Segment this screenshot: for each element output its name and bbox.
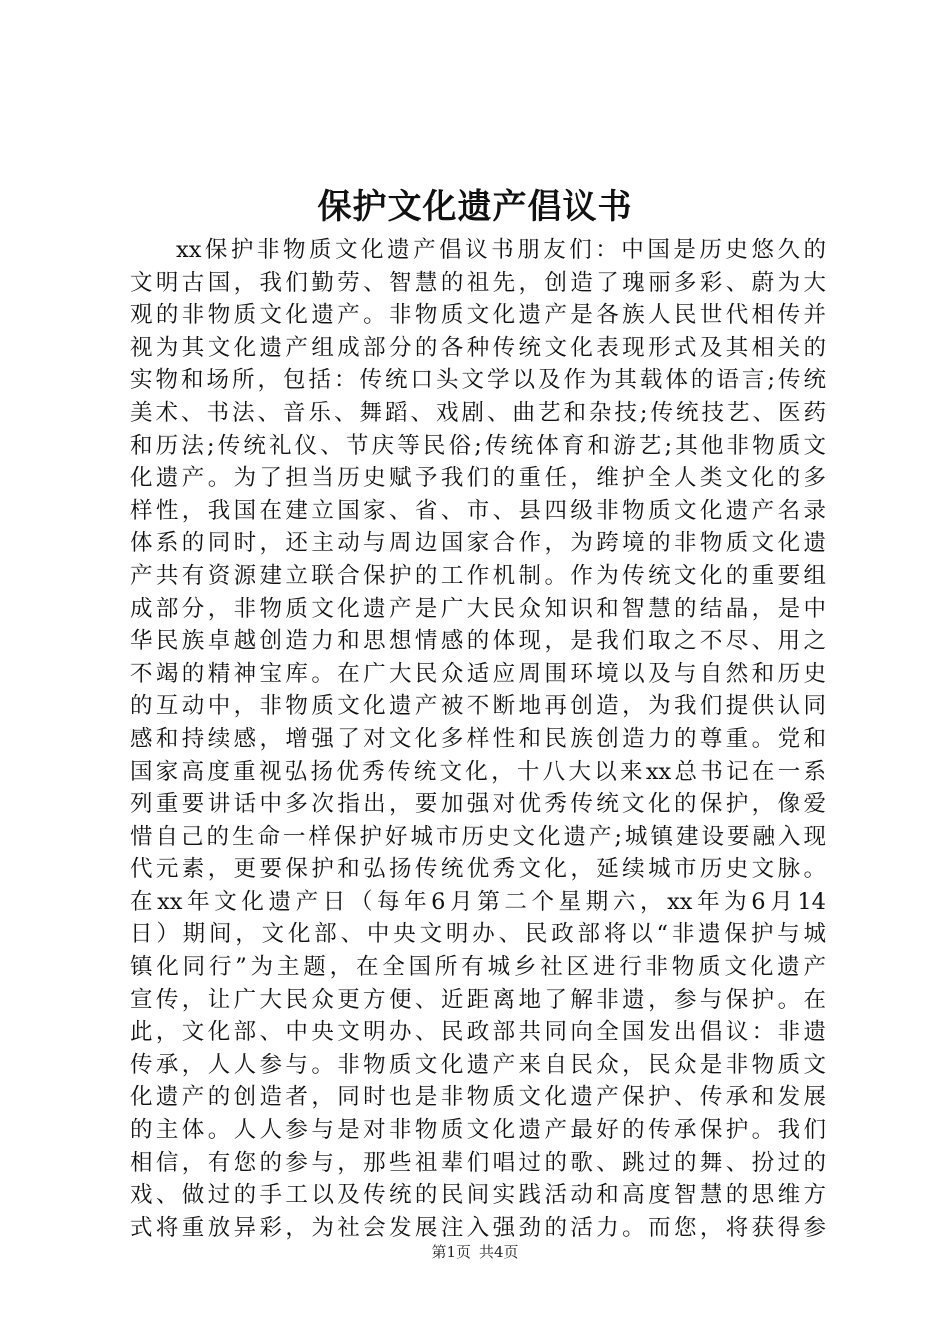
body-line: 样性，我国在建立国家、省、市、县四级非物质文化遗产名录 (130, 497, 826, 524)
body-line: 观的非物质文化遗产。非物质文化遗产是各族人民世代相传并 (130, 302, 826, 329)
body-line: 惜自己的生命一样保护好城市历史文化遗产;城镇建设要融入现 (130, 823, 826, 850)
page-number: 第1页 (431, 1243, 471, 1261)
body-line: 的主体。人人参与是对非物质文化遗产最好的传承保护。我们 (130, 1117, 826, 1144)
body-line: 美术、书法、音乐、舞蹈、戏剧、曲艺和杂技;传统技艺、医药 (130, 399, 826, 426)
body-line: 镇化同行”为主题，在全国所有城乡社区进行非物质文化遗产 (130, 954, 826, 981)
body-line: 在xx年文化遗产日（每年6月第二个星期六，xx年为6月14 (130, 888, 826, 915)
body-line: 相信，有您的参与，那些祖辈们唱过的歌、跳过的舞、扮过的 (130, 1149, 826, 1176)
body-line: 体系的同时，还主动与周边国家合作，为跨境的非物质文化遗 (130, 530, 826, 557)
page-footer (0, 1241, 950, 1263)
body-line: 列重要讲话中多次指出，要加强对优秀传统文化的保护，像爱 (130, 791, 826, 818)
body-line: 代元素，更要保护和弘扬传统优秀文化，延续城市历史文脉。 (130, 856, 826, 883)
document-body (130, 234, 826, 1244)
body-line: 不竭的精神宝库。在广大民众适应周围环境以及与自然和历史 (130, 660, 826, 687)
body-line: 化遗产。为了担当历史赋予我们的重任，维护全人类文化的多 (130, 465, 826, 492)
body-line: 和历法;传统礼仪、节庆等民俗;传统体育和游艺;其他非物质文 (130, 432, 826, 459)
body-line: xx保护非物质文化遗产倡议书朋友们：中国是历史悠久的 (176, 237, 826, 263)
body-line: 戏、做过的手工以及传统的民间实践活动和高度智慧的思维方 (130, 1182, 826, 1209)
body-line: 日）期间，文化部、中央文明办、民政部将以“非遗保护与城 (130, 921, 826, 948)
body-line: 感和持续感，增强了对文化多样性和民族创造力的尊重。党和 (130, 725, 826, 752)
body-line: 宣传，让广大民众更方便、近距离地了解非遗，参与保护。在 (130, 986, 826, 1013)
body-line: 产共有资源建立联合保护的工作机制。作为传统文化的重要组 (130, 562, 826, 589)
document-title: 保护文化遗产倡议书 (317, 187, 633, 227)
body-line: 成部分，非物质文化遗产是广大民众知识和智慧的结晶，是中 (130, 595, 826, 622)
body-line: 实物和场所，包括：传统口头文学以及作为其载体的语言;传统 (130, 367, 826, 394)
body-line: 此，文化部、中央文明办、民政部共同向全国发出倡议：非遗 (130, 1019, 826, 1046)
body-line: 化遗产的创造者，同时也是非物质文化遗产保护、传承和发展 (130, 1084, 826, 1111)
page-total: 共4页 (479, 1243, 519, 1261)
body-line: 国家高度重视弘扬优秀传统文化，十八大以来xx总书记在一系 (130, 758, 826, 785)
body-line: 的互动中，非物质文化遗产被不断地再创造，为我们提供认同 (130, 693, 826, 720)
body-line: 式将重放异彩，为社会发展注入强劲的活力。而您，将获得参 (130, 1214, 826, 1241)
body-line: 视为其文化遗产组成部分的各种传统文化表现形式及其相关的 (130, 334, 826, 361)
body-line: 传承，人人参与。非物质文化遗产来自民众，民众是非物质文 (130, 1051, 826, 1078)
body-line: 文明古国，我们勤劳、智慧的祖先，创造了瑰丽多彩、蔚为大 (130, 269, 826, 296)
body-line: 华民族卓越创造力和思想情感的体现，是我们取之不尽、用之 (130, 628, 826, 655)
